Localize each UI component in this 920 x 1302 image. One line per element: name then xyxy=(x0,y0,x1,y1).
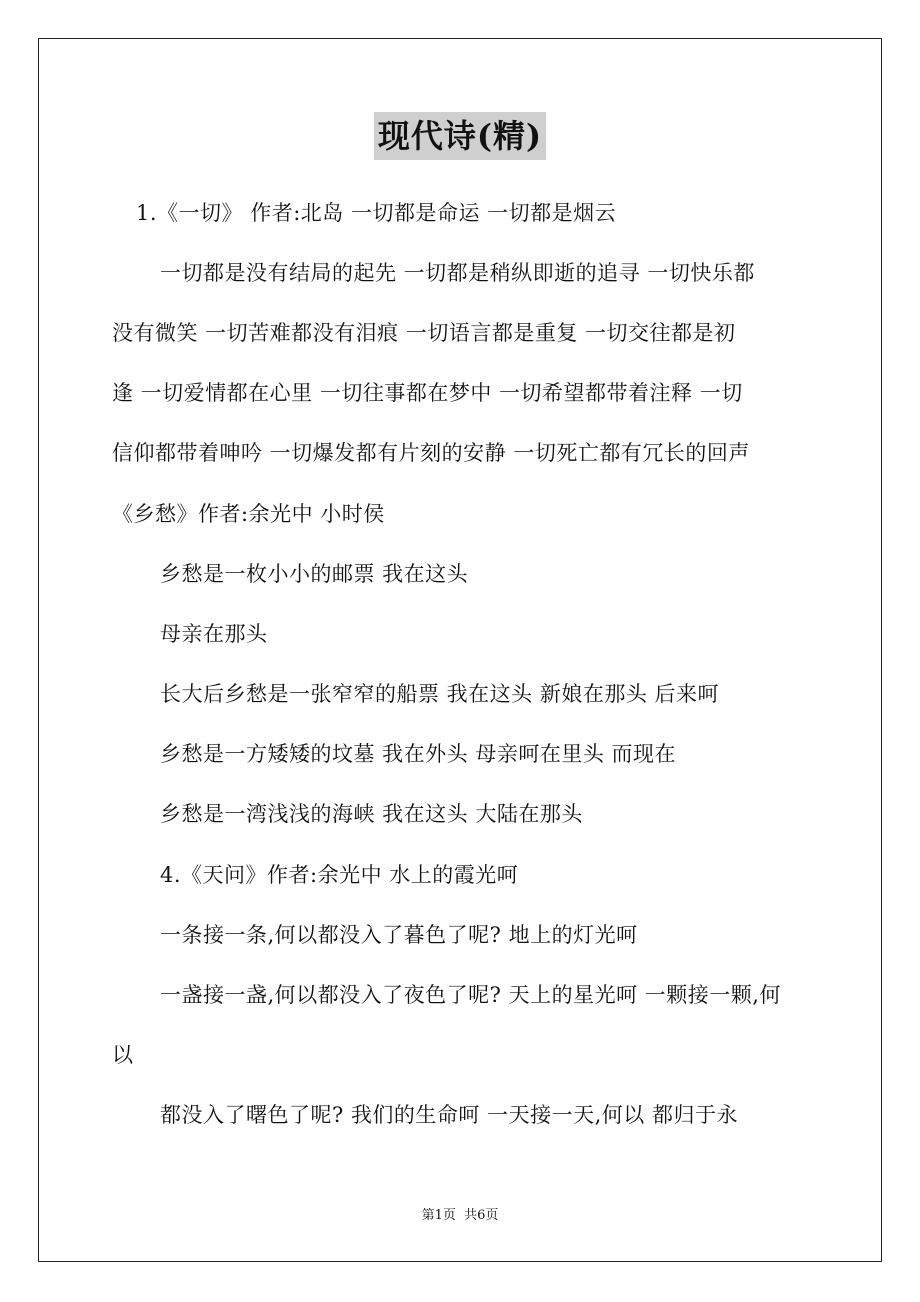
text-line-8: 母亲在那头 xyxy=(160,622,268,646)
text-line-4: 逢 一切爱情都在心里 一切往事都在梦中 一切希望都带着注释 一切 xyxy=(112,381,743,405)
text-line-16: 都没入了曙色了呢? 我们的生命呵 一天接一天,何以 都归于永 xyxy=(160,1103,738,1127)
text-line-6: 《乡愁》作者:余光中 小时侯 xyxy=(112,502,385,526)
text-line-10: 乡愁是一方矮矮的坟墓 我在外头 母亲呵在里头 而现在 xyxy=(160,742,677,766)
text-line-15: 以 xyxy=(112,1043,134,1067)
title-container xyxy=(0,112,920,160)
text-line-5: 信仰都带着呻吟 一切爆发都有片刻的安静 一切死亡都有冗长的回声 xyxy=(112,441,750,465)
text-line-3: 没有微笑 一切苦难都没有泪痕 一切语言都是重复 一切交往都是初 xyxy=(112,321,736,345)
text-line-11: 乡愁是一湾浅浅的海峡 我在这头 大陆在那头 xyxy=(160,802,583,826)
text-line-14: 一盏接一盏,何以都没入了夜色了呢? 天上的星光呵 一颗接一颗,何 xyxy=(160,983,781,1007)
text-line-9: 长大后乡愁是一张窄窄的船票 我在这头 新娘在那头 后来呵 xyxy=(160,682,720,706)
text-line-13: 一条接一条,何以都没入了暮色了呢? 地上的灯光呵 xyxy=(160,923,638,947)
document-title: 现代诗(精) xyxy=(374,112,546,160)
text-line-7: 乡愁是一枚小小的邮票 我在这头 xyxy=(160,562,469,586)
text-line-2: 一切都是没有结局的起先 一切都是稍纵即逝的追寻 一切快乐都 xyxy=(160,261,755,285)
text-line-12: 4.《天问》作者:余光中 水上的霞光呵 xyxy=(160,863,519,887)
page-footer: 第1页 共6页 xyxy=(421,1208,499,1223)
text-line-1: 1.《一切》 作者:北岛 一切都是命运 一切都是烟云 xyxy=(136,201,617,225)
